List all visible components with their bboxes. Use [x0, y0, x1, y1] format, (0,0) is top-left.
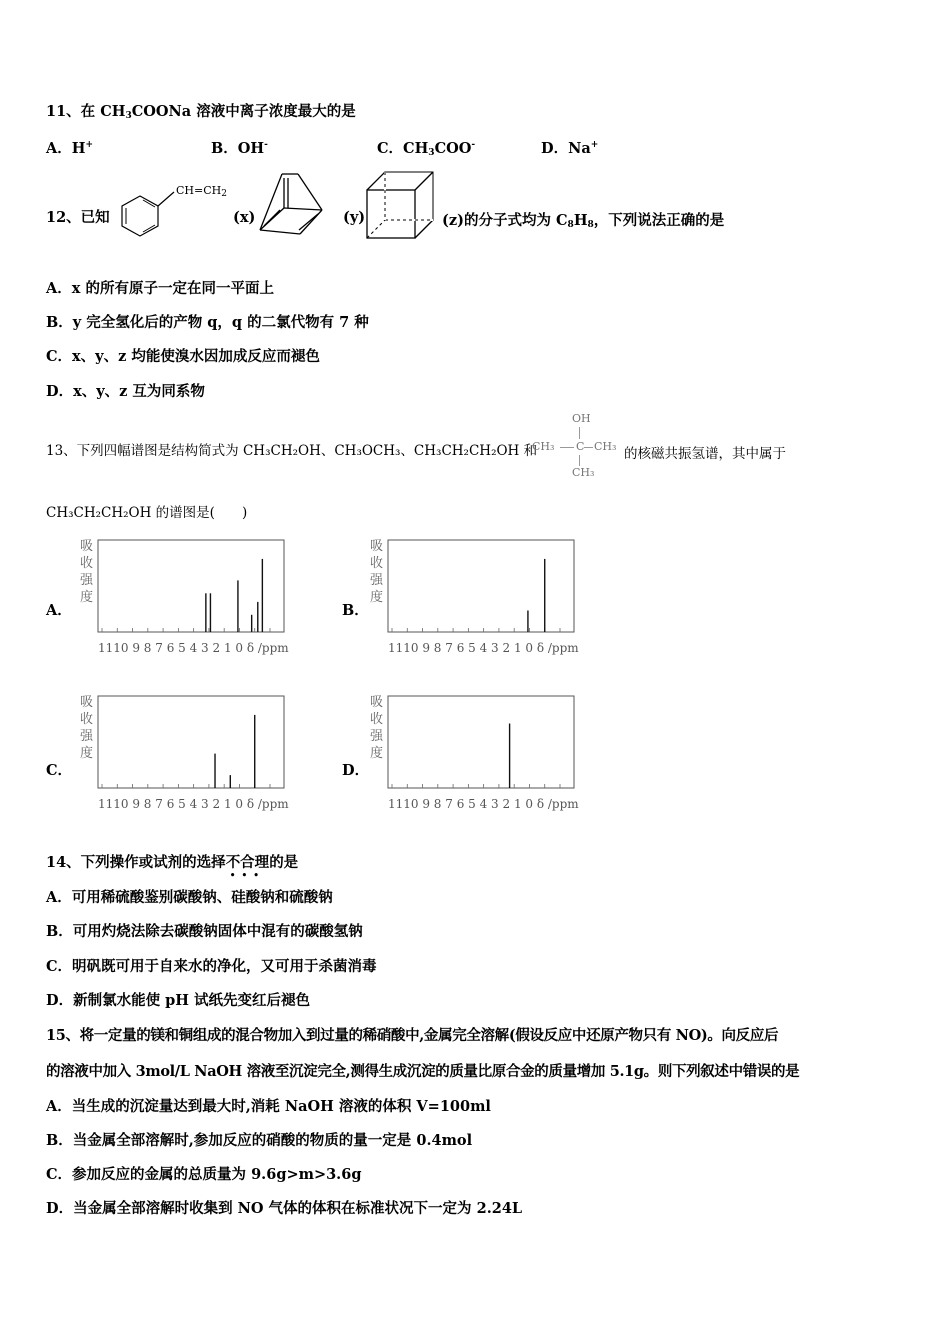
x-axis-label: 1110 9 8 7 6 5 4 3 2 1 0 δ /ppm — [98, 641, 289, 655]
plot-frame — [98, 540, 284, 632]
q11-option-b[interactable]: B．OH- — [211, 140, 268, 157]
q13-stem-line2: CH₃CH₂CH₂OH 的谱图是( ) — [46, 505, 248, 521]
y-axis-char: 吸 — [80, 695, 94, 710]
q13-stem-tail: 的核磁共振氢谱，其中属于 — [624, 446, 786, 462]
x-axis-label: 1110 9 8 7 6 5 4 3 2 1 0 δ /ppm — [388, 797, 579, 811]
spectrum-b — [366, 536, 626, 660]
q11-option-c[interactable]: C．$CH_3COO^-$ — [377, 140, 476, 158]
q15-option-b[interactable]: B．当金属全部溶解时,参加反应的硝酸的物质的量一定是 0.4mol — [46, 1132, 473, 1149]
plot-frame — [388, 540, 574, 632]
spectrum-c-label[interactable]: C． — [46, 762, 73, 779]
plot-frame — [388, 696, 574, 788]
q15-option-c[interactable]: C．参加反应的金属的总质量为 9.6g>m>3.6g — [46, 1166, 362, 1183]
y-axis-char: 度 — [80, 590, 94, 605]
y-axis-char: 收 — [370, 556, 384, 571]
q12-option-c[interactable]: C．x、y、z 均能使溴水因加成反应而褪色 — [46, 348, 320, 365]
spectrum-d-label[interactable]: D． — [342, 762, 370, 779]
q14-stem: 14、下列操作或试剂的选择不合理 ••• 的是 — [46, 854, 299, 881]
styrene-label: $CH=CH_2$ — [176, 184, 227, 199]
isopropanol-structure: OH CH₃ C CH₃ CH₃ — [532, 412, 617, 479]
q14-option-b[interactable]: B．可用灼烧法除去碳酸钠固体中混有的碳酸氢钠 — [46, 923, 363, 940]
y-axis-char: 强 — [370, 729, 384, 744]
x-axis-label: 1110 9 8 7 6 5 4 3 2 1 0 δ /ppm — [388, 641, 579, 655]
q11-option-d[interactable]: D．Na+ — [541, 140, 599, 157]
q14-option-a[interactable]: A．可用稀硫酸鉴别碳酸钠、硅酸钠和硫酸钠 — [46, 889, 333, 906]
q15-option-a[interactable]: A．当生成的沉淀量达到最大时,消耗 NaOH 溶液的体积 V=100ml — [46, 1098, 491, 1115]
q15-option-d[interactable]: D．当金属全部溶解时收集到 NO 气体的体积在标准状况下一定为 2.24L — [46, 1200, 523, 1217]
q15-stem-line1: 15、将一定量的镁和铜组成的混合物加入到过量的稀硝酸中,金属完全溶解(假设反应中还原产物只有 NO)。向反应后 — [46, 1027, 779, 1044]
y-axis-char: 强 — [370, 573, 384, 588]
y-axis-char: 吸 — [370, 695, 384, 710]
plot-frame — [98, 696, 284, 788]
q14-option-c[interactable]: C．明矾既可用于自来水的净化，又可用于杀菌消毒 — [46, 958, 377, 975]
y-axis-char: 强 — [80, 729, 94, 744]
q13-stem: 13、下列四幅谱图是结构简式为 CH₃CH₂OH、CH₃OCH₃、CH₃CH₂CH₂OH 和 — [46, 443, 538, 459]
bicyclo-structure — [252, 170, 332, 240]
spectrum-b-label[interactable]: B． — [342, 602, 369, 619]
q11-stem: 11、在 $CH_3COONa$ 溶液中离子浓度最大的是 — [46, 103, 356, 121]
q15-stem-line2: 的溶液中加入 3mol/L NaOH 溶液至沉淀完全,测得生成沉淀的质量比原合金的质量增加 5.1g。则下列叙述中错误的是 — [46, 1063, 800, 1080]
y-label: (y) — [343, 209, 366, 226]
spectrum-a — [76, 536, 336, 660]
spectrum-d — [366, 692, 626, 816]
y-axis-char: 吸 — [370, 539, 384, 554]
y-axis-char: 吸 — [80, 539, 94, 554]
spectrum-c — [76, 692, 336, 816]
q12-option-a[interactable]: A．x 的所有原子一定在同一平面上 — [46, 280, 274, 297]
q12-stem-tail: (z)的分子式均为 $C_8H_8$，下列说法正确的是 — [442, 212, 725, 230]
emphasis-not-reasonable: 不合理 ••• — [225, 854, 270, 881]
x-label: (x) — [233, 209, 256, 226]
spectrum-a-label[interactable]: A． — [46, 602, 72, 619]
cubane-structure — [363, 170, 441, 242]
x-axis-label: 1110 9 8 7 6 5 4 3 2 1 0 δ /ppm — [98, 797, 289, 811]
y-axis-char: 收 — [80, 556, 94, 571]
y-axis-char: 收 — [80, 712, 94, 727]
y-axis-char: 收 — [370, 712, 384, 727]
q12-option-d[interactable]: D．x、y、z 互为同系物 — [46, 383, 205, 400]
y-axis-char: 度 — [370, 746, 384, 761]
y-axis-char: 度 — [370, 590, 384, 605]
y-axis-char: 强 — [80, 573, 94, 588]
q12-option-b[interactable]: B．y 完全氢化后的产物 q，q 的二氯代物有 7 种 — [46, 314, 369, 331]
q11-option-a[interactable]: A．H+ — [46, 140, 94, 157]
q14-option-d[interactable]: D．新制氯水能使 pH 试纸先变红后褪色 — [46, 992, 311, 1009]
q12-prefix: 12、已知 — [46, 209, 110, 226]
y-axis-char: 度 — [80, 746, 94, 761]
